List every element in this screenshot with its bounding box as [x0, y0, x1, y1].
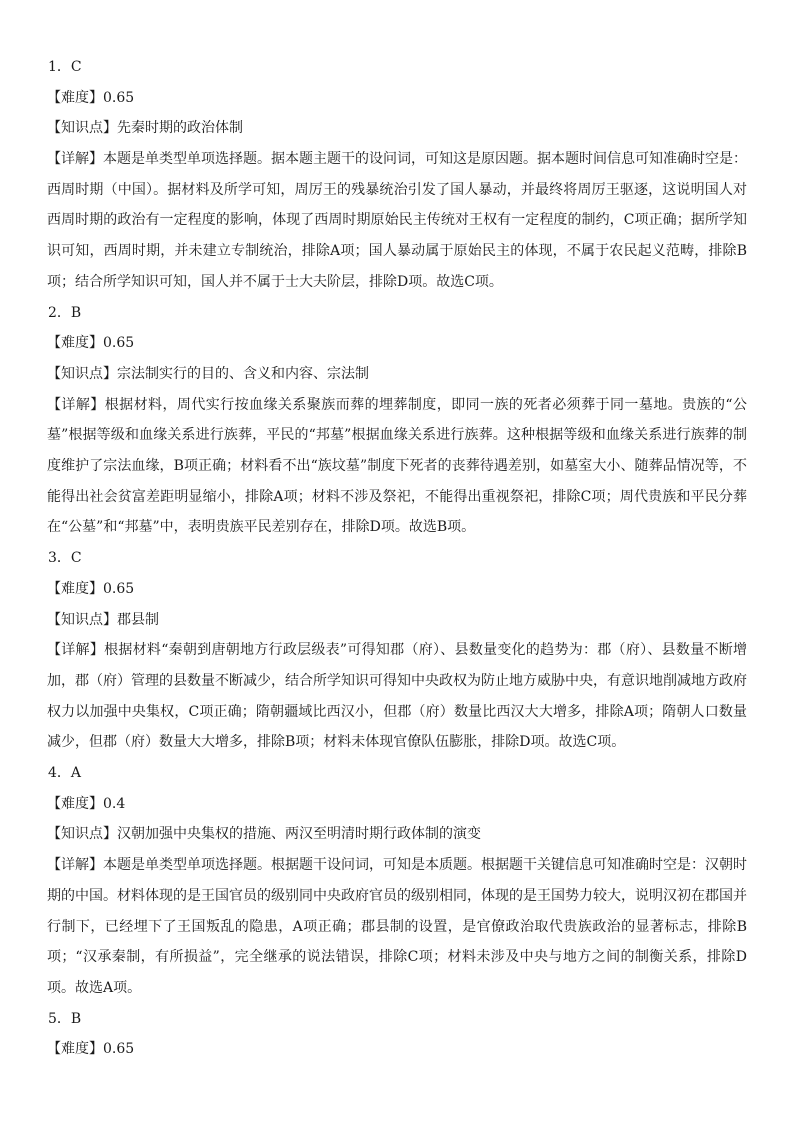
- knowledge-value: 先秦时期的政治体制: [117, 120, 243, 137]
- knowledge-line: [47, 359, 747, 390]
- detail-label: 【详解】: [47, 396, 105, 413]
- difficulty-label: 【难度】: [47, 1041, 103, 1058]
- answer-document: [47, 52, 747, 1065]
- detail-text: 本题是单类型单项选择题。据本题主题干的设问词，可知这是原因题。据本题时间信息可知准确时空是：西周时期（中国）。据材料及所学可知，周厉王的残暴统治引发了国人暴动，并最终将周厉王驱逐，这说明国人对西周时期的政治有一定程度的影响，体现了西周时期原始民主传统对王权有一定程度的制约，C项正确；据所学知识可知，西周时期，并未建立专制统治，排除A项；国人暴动属于原始民主的体现，不属于农民起义范畴，排除B项；结合所学知识可知，国人并不属于士大夫阶层，排除D项。故选C项。: [47, 151, 747, 290]
- question-number: 4．A: [48, 765, 82, 782]
- question-number: 5．B: [48, 1010, 82, 1027]
- difficulty-value: 0.65: [103, 335, 135, 352]
- difficulty-line: [47, 1034, 747, 1065]
- detail-label: 【详解】: [47, 857, 103, 874]
- difficulty-label: 【难度】: [47, 89, 103, 106]
- difficulty-line: [47, 789, 747, 820]
- difficulty-line: [47, 83, 747, 114]
- difficulty-label: 【难度】: [47, 795, 103, 812]
- difficulty-value: 0.4: [103, 795, 126, 812]
- knowledge-line: [47, 605, 747, 636]
- detail-paragraph: [47, 635, 747, 758]
- question-number: 3．C: [48, 550, 82, 567]
- detail-text: 根据材料“秦朝到唐朝地方行政层级表”可得知郡（府）、县数量变化的趋势为：郡（府）、县数量不断增加，郡（府）管理的县数量不断减少，结合所学知识可得知中央政权为防止地方威胁中央，有意识地削减地方政府权力以加强中央集权，C项正确；隋朝疆域比西汉小，但郡（府）数量比西汉大大增多，排除A项；隋朝人口数量减少，但郡（府）数量大大增多，排除B项；材料未体现官僚队伍膨胀，排除D项。故选C项。: [47, 642, 748, 751]
- difficulty-value: 0.65: [103, 580, 135, 597]
- knowledge-label: 【知识点】: [47, 365, 117, 382]
- knowledge-line: [47, 819, 747, 850]
- difficulty-line: [47, 574, 747, 605]
- question-number: 1．C: [48, 59, 82, 75]
- knowledge-label: 【知识点】: [47, 120, 117, 137]
- detail-label: 【详解】: [47, 151, 103, 168]
- knowledge-label: 【知识点】: [47, 826, 117, 843]
- detail-text: 根据材料，周代实行按血缘关系聚族而葬的埋葬制度，即同一族的死者必须葬于同一墓地。贵族的“公墓”根据等级和血缘关系进行族葬，平民的“邦墓”根据血缘关系进行族葬。这种根据等级和血缘关系进行族葬的制度维护了宗法血缘，B项正确；材料看不出“族坟墓”制度下死者的丧葬待遇差别，如墓室大小、随葬品情况等，不能得出社会贫富差距明显缩小，排除A项；材料不涉及祭祀，不能得出重视祭祀，排除C项；周代贵族和平民分葬在“公墓”和“邦墓”中，表明贵族平民差别存在，排除D项。故选B项。: [47, 396, 748, 536]
- knowledge-label: 【知识点】: [47, 611, 117, 628]
- detail-label: 【详解】: [47, 642, 105, 659]
- difficulty-value: 0.65: [103, 89, 135, 106]
- difficulty-value: 0.65: [103, 1041, 135, 1058]
- detail-paragraph: [47, 144, 747, 298]
- detail-paragraph: [47, 850, 747, 1004]
- difficulty-label: 【难度】: [47, 335, 103, 352]
- detail-paragraph: [47, 390, 747, 544]
- knowledge-value: 汉朝加强中央集权的措施、两汉至明清时期行政体制的演变: [117, 826, 481, 843]
- knowledge-value: 宗法制实行的目的、含义和内容、宗法制: [117, 365, 369, 382]
- difficulty-label: 【难度】: [47, 580, 103, 597]
- question-number: 2．B: [48, 304, 82, 321]
- detail-text: 本题是单类型单项选择题。根据题干设问词，可知是本质题。根据题干关键信息可知准确时空是：汉朝时期的中国。材料体现的是王国官员的级别同中央政府官员的级别相同，体现的是王国势力较大，说明汉初在郡国并行制下，已经埋下了王国叛乱的隐患，A项正确；郡县制的设置，是官僚政治取代贵族政治的显著标志，排除B项；“汉承秦制，有所损益”，完全继承的说法错误，排除C项；材料未涉及中央与地方之间的制衡关系，排除D项。故选A项。: [47, 857, 747, 996]
- knowledge-line: [47, 113, 747, 144]
- knowledge-value: 郡县制: [117, 611, 159, 628]
- difficulty-line: [47, 328, 747, 359]
